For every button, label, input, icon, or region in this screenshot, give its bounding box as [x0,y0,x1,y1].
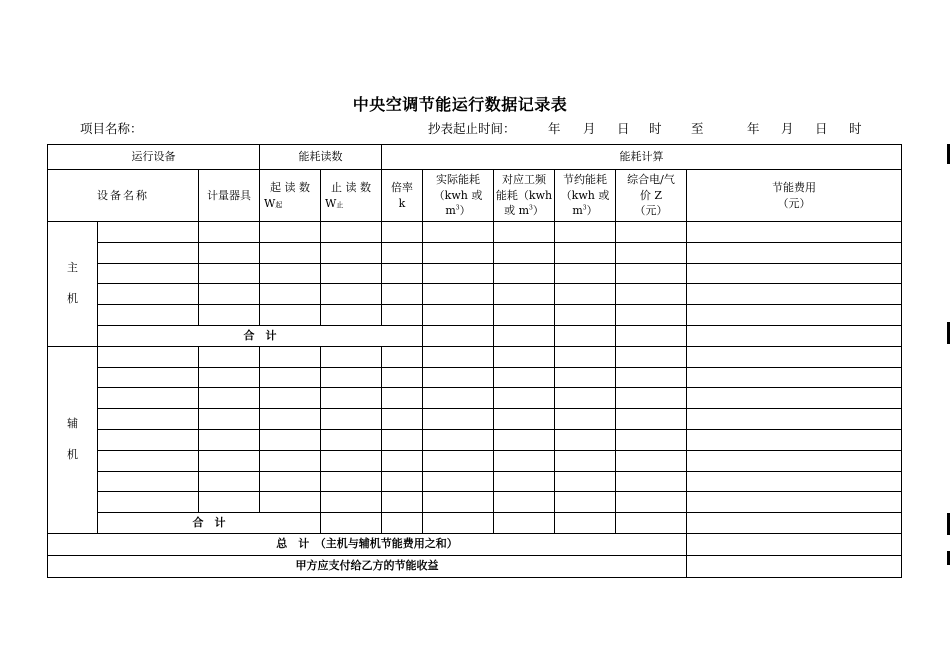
freq-line-1: 对应工频 [502,172,546,186]
reading-period [428,119,862,137]
table-cell[interactable] [494,388,555,409]
table-cell[interactable] [687,409,902,430]
unit-m: m [572,204,583,218]
table-cell[interactable] [687,388,902,409]
table-cell[interactable] [616,450,687,471]
table-cell[interactable] [423,471,494,492]
grand-total-value[interactable] [687,533,902,555]
header-energy-reading: 能耗读数 [260,145,382,170]
table-cell[interactable] [423,305,494,326]
table-cell[interactable] [687,325,902,346]
table-cell[interactable] [98,305,199,326]
period-label: 抄表起止时间： [428,121,516,136]
date-unit: 月 [583,121,596,136]
table-cell[interactable] [616,367,687,388]
table-cell[interactable] [616,388,687,409]
table-cell[interactable] [687,284,902,305]
table-cell[interactable] [260,346,321,367]
table-cell[interactable] [494,492,555,513]
table-cell[interactable] [423,222,494,243]
table-cell[interactable] [687,367,902,388]
table-cell[interactable] [616,263,687,284]
table-cell[interactable] [199,388,260,409]
table-cell[interactable] [382,513,423,534]
project-name-label: 项目名称： [80,121,143,136]
table-cell[interactable] [687,222,902,243]
table-cell[interactable] [260,492,321,513]
date-unit: 年 [548,121,561,136]
table-cell[interactable] [616,305,687,326]
table-cell[interactable] [260,367,321,388]
table-cell[interactable] [494,450,555,471]
main-char-1: 主 [67,261,78,275]
table-cell[interactable] [199,409,260,430]
price-line-1: 综合电/气 [627,172,675,186]
section-auxiliary-unit [48,346,98,533]
page-title: 中央空调节能运行数据记录表 [352,95,568,114]
payable-saving-label: 甲方应支付给乙方的节能收益 [48,555,687,577]
table-cell[interactable] [687,429,902,450]
unit-superscript: 3 [582,204,587,212]
table-cell[interactable] [260,429,321,450]
w-symbol: W [325,196,337,210]
table-cell[interactable] [260,242,321,263]
table-cell[interactable] [616,513,687,534]
table-cell[interactable] [98,346,199,367]
table-cell[interactable] [555,492,616,513]
table-cell[interactable] [494,305,555,326]
table-cell[interactable] [98,367,199,388]
close-paren: ） [459,204,471,218]
table-cell[interactable] [494,471,555,492]
freq-line-2: 能耗（kwh [495,188,553,202]
table-cell[interactable] [423,429,494,450]
cost-line-2: （元） [777,196,811,210]
table-cell[interactable] [616,325,687,346]
table-cell[interactable] [199,429,260,450]
table-cell[interactable] [199,450,260,471]
table-cell[interactable] [555,222,616,243]
table-cell[interactable] [260,409,321,430]
saved-line-1: 节约能耗 [563,172,607,186]
close-paren: ） [586,204,598,218]
date-unit: 日 [815,121,828,136]
table-cell[interactable] [199,367,260,388]
freq-line-3 [494,203,554,219]
table-cell[interactable] [321,388,382,409]
table-cell[interactable] [494,346,555,367]
table-cell[interactable] [382,305,423,326]
table-cell[interactable] [423,367,494,388]
table-cell[interactable] [260,222,321,243]
header-running-equipment: 运行设备 [48,145,260,170]
header-power-frequency-consumption [494,170,555,222]
aux-char-2: 机 [67,447,78,461]
table-cell[interactable] [423,492,494,513]
main-subtotal-label: 合 计 [98,325,423,346]
table-cell[interactable] [494,284,555,305]
table-cell[interactable] [616,346,687,367]
saved-line-2: （kwh 或 [560,188,610,202]
table-cell[interactable] [423,409,494,430]
table-cell[interactable] [423,284,494,305]
header-energy-calculation: 能耗计算 [382,145,902,170]
actual-line-3 [423,203,493,219]
table-cell[interactable] [321,263,382,284]
table-cell[interactable] [687,513,902,534]
table-cell[interactable] [423,242,494,263]
w-symbol: W [264,196,276,210]
table-cell[interactable] [98,409,199,430]
table-cell[interactable] [382,263,423,284]
table-cell[interactable] [382,471,423,492]
table-cell[interactable] [494,263,555,284]
table-cell[interactable] [199,346,260,367]
table-cell[interactable] [321,284,382,305]
table-cell[interactable] [98,263,199,284]
table-cell[interactable] [423,513,494,534]
header-unit-price [616,170,687,222]
table-cell[interactable] [494,367,555,388]
main-char-2: 机 [67,291,78,305]
table-cell[interactable] [494,242,555,263]
stop-reading-label: 止 读 数 [331,180,371,194]
cost-line-1: 节能费用 [772,180,816,194]
table-cell[interactable] [321,513,382,534]
table-cell[interactable] [321,409,382,430]
close-paren: ） [532,204,544,218]
table-cell[interactable] [494,429,555,450]
saved-line-3 [555,203,615,219]
price-line-3: （元） [634,204,668,218]
table-cell[interactable] [382,429,423,450]
table-cell[interactable] [260,471,321,492]
table-cell[interactable] [199,263,260,284]
date-unit: 时 [849,121,862,136]
table-cell[interactable] [382,450,423,471]
header-actual-consumption [423,170,494,222]
header-saving-cost [687,170,902,222]
table-cell[interactable] [616,409,687,430]
table-cell[interactable] [687,471,902,492]
table-cell[interactable] [98,471,199,492]
price-line-2: 价 Z [639,188,663,202]
table-cell[interactable] [260,305,321,326]
stop-reading-symbol [321,196,381,212]
table-cell[interactable] [616,492,687,513]
table-cell[interactable] [555,263,616,284]
table-cell[interactable] [555,367,616,388]
table-cell[interactable] [199,471,260,492]
table-cell[interactable] [98,284,199,305]
header-ratio [382,170,423,222]
date-unit: 年 [747,121,760,136]
table-cell[interactable] [199,242,260,263]
grand-total-label: 总 计 （主机与辅机节能费用之和） [48,533,687,555]
table-cell[interactable] [616,429,687,450]
table-cell[interactable] [321,471,382,492]
header-device-name: 设备名称 [48,170,199,222]
start-reading-label: 起 读 数 [270,180,310,194]
table-cell[interactable] [98,222,199,243]
ratio-label: 倍率 [391,180,413,194]
table-cell[interactable] [98,388,199,409]
table-cell[interactable] [616,222,687,243]
actual-line-2: （kwh 或 [433,188,483,202]
stop-subscript: 止 [336,200,344,209]
aux-char-1: 辅 [67,417,78,431]
table-cell[interactable] [98,492,199,513]
table-cell[interactable] [555,450,616,471]
table-cell[interactable] [382,409,423,430]
table-cell[interactable] [260,284,321,305]
table-cell[interactable] [382,492,423,513]
table-cell[interactable] [321,429,382,450]
table-cell[interactable] [321,346,382,367]
table-cell[interactable] [382,284,423,305]
table-cell[interactable] [199,284,260,305]
section-main-unit [48,222,98,347]
table-cell[interactable] [687,492,902,513]
table-cell[interactable] [382,222,423,243]
table-cell[interactable] [321,222,382,243]
table-cell[interactable] [321,305,382,326]
table-cell[interactable] [494,222,555,243]
table-cell[interactable] [555,388,616,409]
table-cell[interactable] [555,513,616,534]
table-cell[interactable] [321,242,382,263]
table-cell[interactable] [98,242,199,263]
table-cell[interactable] [382,242,423,263]
ratio-symbol: k [398,196,406,210]
unit-m: 或 m [504,204,530,218]
start-subscript: 起 [275,200,283,209]
date-unit: 日 [617,121,630,136]
table-cell[interactable] [555,429,616,450]
table-cell[interactable] [616,284,687,305]
table-cell[interactable] [423,263,494,284]
table-cell[interactable] [555,471,616,492]
table-cell[interactable] [321,492,382,513]
header-meter: 计量器具 [199,170,260,222]
table-cell[interactable] [260,263,321,284]
table-cell[interactable] [555,242,616,263]
table-cell[interactable] [382,367,423,388]
table-cell[interactable] [687,346,902,367]
table-cell[interactable] [555,305,616,326]
table-cell[interactable] [423,325,494,346]
unit-m: m [445,204,456,218]
table-cell[interactable] [199,305,260,326]
table-cell[interactable] [423,450,494,471]
header-start-reading [260,170,321,222]
table-cell[interactable] [555,409,616,430]
unit-superscript: 3 [455,204,460,212]
table-cell[interactable] [98,429,199,450]
unit-superscript: 3 [529,204,533,212]
table-cell[interactable] [423,388,494,409]
table-cell[interactable] [260,450,321,471]
actual-line-1: 实际能耗 [436,172,480,186]
table-cell[interactable] [687,263,902,284]
energy-record-table [47,144,902,578]
table-cell[interactable] [494,409,555,430]
table-cell[interactable] [382,346,423,367]
table-cell[interactable] [260,388,321,409]
table-cell[interactable] [555,325,616,346]
table-cell[interactable] [616,471,687,492]
table-cell[interactable] [494,325,555,346]
table-cell[interactable] [555,346,616,367]
date-unit: 至 [691,121,704,136]
table-cell[interactable] [423,346,494,367]
table-cell[interactable] [199,492,260,513]
date-unit: 时 [649,121,662,136]
table-cell[interactable] [321,367,382,388]
payable-saving-value[interactable] [687,555,902,577]
aux-subtotal-label: 合 计 [98,513,321,534]
table-cell[interactable] [687,450,902,471]
header-stop-reading [321,170,382,222]
table-cell[interactable] [616,242,687,263]
table-cell[interactable] [687,305,902,326]
table-cell[interactable] [98,450,199,471]
date-unit: 月 [781,121,794,136]
table-cell[interactable] [321,450,382,471]
table-cell[interactable] [687,242,902,263]
table-cell[interactable] [494,513,555,534]
header-saved-consumption [555,170,616,222]
start-reading-symbol [260,196,320,212]
table-cell[interactable] [199,222,260,243]
table-cell[interactable] [555,284,616,305]
table-cell[interactable] [382,388,423,409]
